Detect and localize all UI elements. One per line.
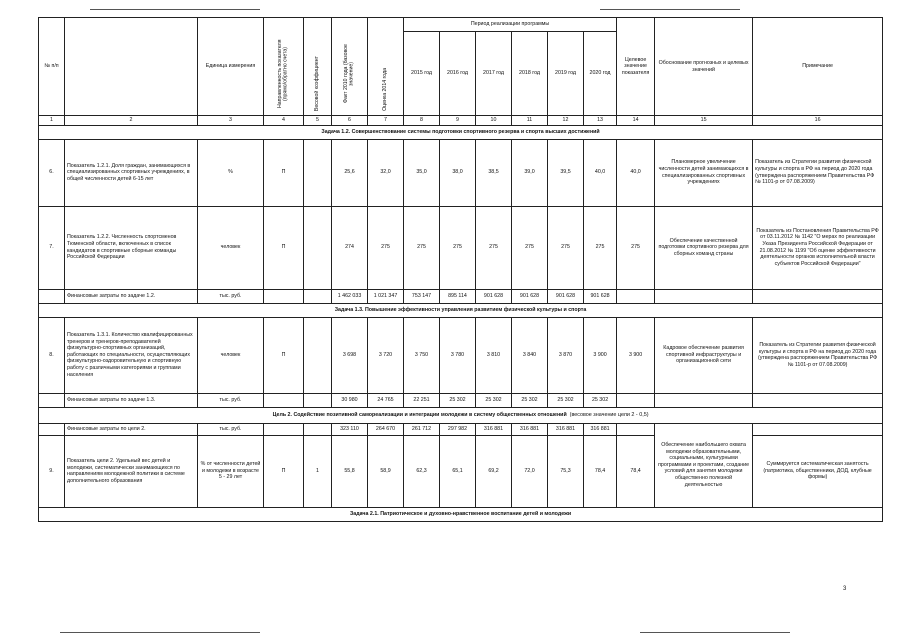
finance-value: 25 302: [512, 393, 548, 407]
value-cell: 69,2: [476, 435, 512, 507]
value-cell: 39,5: [548, 139, 584, 206]
task-row-1-3: [39, 303, 883, 317]
column-number: 8: [404, 116, 440, 126]
unit-cell: тыс. руб.: [198, 423, 264, 435]
column-number: 12: [548, 116, 584, 126]
value-cell: 38,0: [440, 139, 476, 206]
target-cell: 78,4: [617, 435, 655, 507]
direction-cell: П: [264, 139, 304, 206]
empty-cell: [753, 423, 883, 435]
column-number: 13: [584, 116, 617, 126]
scan-line: [640, 632, 790, 633]
goal-2-text: Цель 2. Содействие позитивной самореализации и интеграции молодежи в систему общественных отношений: [272, 411, 567, 418]
rationale-cell: Кадровое обеспечение развития спортивной инфраструктуры и организационной сети: [655, 317, 753, 393]
rationale-cell: Планомерное увеличение численности детей занимающихся в специализированных спортивных учреждениях: [655, 139, 753, 206]
indicator-name: Показатель 1.2.2. Численность спортсменов Тюменской области, включенных в список кандидатов в спортивные сборные команды Российской Федерации: [65, 206, 198, 289]
year-header: 2019 год: [548, 32, 584, 116]
empty-cell: [753, 393, 883, 407]
indicator-row-7: [39, 206, 883, 289]
indicator-name: Показатель 1.2.1. Доля граждан, занимающихся в специализированных спортивных учреждениях, в общей численности детей 6-15 лет: [65, 139, 198, 206]
column-number: 10: [476, 116, 512, 126]
finance-value: 22 251: [404, 393, 440, 407]
indicator-row-9: [39, 435, 883, 507]
empty-cell: [264, 393, 304, 407]
row-number: [39, 289, 65, 303]
column-number-row: [39, 116, 883, 126]
unit-cell: человек: [198, 317, 264, 393]
document-sheet: [38, 17, 882, 522]
task-row-1-2: [39, 125, 883, 139]
value-cell: 72,0: [512, 435, 548, 507]
value-cell: 78,4: [584, 435, 617, 507]
empty-cell: [264, 289, 304, 303]
row-number: 7.: [39, 206, 65, 289]
weight-cell: [304, 317, 332, 393]
col-name-header: [65, 18, 198, 116]
unit-cell: % от численности детей и молодежи в возрасте 5 - 29 лет: [198, 435, 264, 507]
finance-value: 297 982: [440, 423, 476, 435]
value-cell: 38,5: [476, 139, 512, 206]
column-number: 1: [39, 116, 65, 126]
finance-value: 1 462 033: [332, 289, 368, 303]
empty-cell: [304, 423, 332, 435]
weight-cell: [304, 139, 332, 206]
finance-row-1-2: [39, 289, 883, 303]
row-number: 9.: [39, 435, 65, 507]
direction-cell: П: [264, 435, 304, 507]
year-header: 2020 год: [584, 32, 617, 116]
finance-value: 901 628: [584, 289, 617, 303]
finance-value: 895 114: [440, 289, 476, 303]
year-header: 2017 год: [476, 32, 512, 116]
value-cell: 275: [440, 206, 476, 289]
col-fact-header: [332, 18, 368, 116]
value-cell: 275: [404, 206, 440, 289]
column-number: 14: [617, 116, 655, 126]
column-number: 7: [368, 116, 404, 126]
col-target-header: Целевое значение показателя: [617, 18, 655, 116]
finance-value: 261 712: [404, 423, 440, 435]
note-cell: Показатель из Постановления Правительства РФ от 03.11.2012 № 1142 "О мерах по реализации Указа Президента Российской Федерации от 21.08.2012 № 1199 "Об оценке эффективности деятельности органов исполнительной власти субъектов Российской Федерации": [753, 206, 883, 289]
estimate-header-text: Оценка 2014 года: [381, 68, 388, 111]
empty-cell: [304, 289, 332, 303]
finance-name: Финансовые затраты по задаче 1.3.: [65, 393, 198, 407]
value-cell: 40,0: [584, 139, 617, 206]
unit-cell: %: [198, 139, 264, 206]
fact-header-text: Факт 2010 года (базовое значение): [342, 44, 355, 104]
empty-cell: [617, 423, 655, 435]
finance-value: 1 021 347: [368, 289, 404, 303]
value-cell: 275: [512, 206, 548, 289]
rationale-cell: Обеспечение качественной подготовки спортивного резерва для сборных команд страны: [655, 206, 753, 289]
task-1-3-title: Задача 1.3. Повышение эффективности управления развитием физической культуры и спорта: [39, 303, 883, 317]
column-number: 16: [753, 116, 883, 126]
col-estimate-header: [368, 18, 404, 116]
indicator-name: Показатель цели 2. Удельный вес детей и молодежи, систематически занимающихся по направлениям молодежной политики в системе дополнительного образования: [65, 435, 198, 507]
empty-cell: [617, 289, 655, 303]
row-number: [39, 423, 65, 435]
value-cell: 3 720: [368, 317, 404, 393]
col-direction-header: [264, 18, 304, 116]
direction-cell: П: [264, 317, 304, 393]
period-header: Период реализации программы: [404, 18, 617, 32]
goal-2-row: [39, 407, 883, 423]
value-cell: 275: [584, 206, 617, 289]
scan-line: [90, 9, 260, 10]
finance-value: 24 765: [368, 393, 404, 407]
rationale-cell: Обеспечение наибольшего охвата молодежи образовательными, социальными, культурными программами и проектами, создание условий для занятия молодежи общественно полезной деятельностью: [655, 423, 753, 507]
finance-value: 901 628: [548, 289, 584, 303]
row-number: 8.: [39, 317, 65, 393]
empty-cell: [304, 393, 332, 407]
finance-name: Финансовые затраты по цели 2.: [65, 423, 198, 435]
indicator-table: [38, 17, 883, 522]
value-cell: 39,0: [512, 139, 548, 206]
value-cell: 65,1: [440, 435, 476, 507]
empty-cell: [617, 393, 655, 407]
goal-2-title: [39, 407, 883, 423]
value-cell: 3 840: [512, 317, 548, 393]
column-number: 2: [65, 116, 198, 126]
target-cell: 275: [617, 206, 655, 289]
year-header: 2016 год: [440, 32, 476, 116]
value-cell: 32,0: [368, 139, 404, 206]
value-cell: 55,8: [332, 435, 368, 507]
note-cell: Показатель из Стратегии развития физической культуры и спорта в РФ на период до 2020 года (утверждена распоряжением Правительства РФ № 1101-р от 07.08.2009): [753, 139, 883, 206]
finance-value: 316 881: [548, 423, 584, 435]
note-cell: Показатель из Стратегии развития физической культуры и спорта в РФ на период до 2020 года (утверждена распоряжением Правительства РФ № 1101-р от 07.08.2009): [753, 317, 883, 393]
empty-cell: [655, 393, 753, 407]
finance-value: 901 628: [512, 289, 548, 303]
weight-cell: 1: [304, 435, 332, 507]
value-cell: 3 780: [440, 317, 476, 393]
finance-value: 25 302: [476, 393, 512, 407]
note-cell: Суммируется систематическая занятость (патриотика, общественники, ДОД, клубные формы): [753, 435, 883, 507]
value-cell: 3 870: [548, 317, 584, 393]
row-number: [39, 393, 65, 407]
column-number: 11: [512, 116, 548, 126]
scan-line: [600, 9, 740, 10]
value-cell: 3 698: [332, 317, 368, 393]
target-cell: 40,0: [617, 139, 655, 206]
col-rationale-header: Обоснование прогнозных и целевых значений: [655, 18, 753, 116]
column-number: 4: [264, 116, 304, 126]
finance-value: 264 670: [368, 423, 404, 435]
finance-name: Финансовые затраты по задаче 1.2.: [65, 289, 198, 303]
column-number: 5: [304, 116, 332, 126]
column-number: 3: [198, 116, 264, 126]
finance-value: 25 302: [440, 393, 476, 407]
direction-cell: П: [264, 206, 304, 289]
header-row-top: [39, 18, 883, 32]
empty-cell: [753, 289, 883, 303]
row-number: 6.: [39, 139, 65, 206]
finance-row-1-3: [39, 393, 883, 407]
value-cell: 275: [368, 206, 404, 289]
finance-row-goal-2: [39, 423, 883, 435]
value-cell: 3 810: [476, 317, 512, 393]
value-cell: 25,6: [332, 139, 368, 206]
finance-value: 901 628: [476, 289, 512, 303]
task-1-2-title: Задача 1.2. Совершенствование системы подготовки спортивного резерва и спорта высших достижений: [39, 125, 883, 139]
indicator-name: Показатель 1.3.1. Количество квалифицированных тренеров и тренеров-преподавателей физкультурно-спортивных организаций, работающих по специальности, осуществляющих физкультурно-оздоровительную и спортивную работу с различными категориями и группами населения: [65, 317, 198, 393]
finance-value: 753 147: [404, 289, 440, 303]
empty-cell: [655, 289, 753, 303]
value-cell: 275: [548, 206, 584, 289]
value-cell: 3 900: [584, 317, 617, 393]
unit-cell: тыс. руб.: [198, 393, 264, 407]
indicator-row-6: [39, 139, 883, 206]
unit-cell: тыс. руб.: [198, 289, 264, 303]
value-cell: 3 750: [404, 317, 440, 393]
col-num-header: № п/п: [39, 18, 65, 116]
column-number: 6: [332, 116, 368, 126]
scan-line: [60, 632, 260, 633]
finance-value: 30 980: [332, 393, 368, 407]
goal-2-weight: (весовое значение цели 2 - 0,5): [569, 411, 649, 418]
weight-cell: [304, 206, 332, 289]
col-weight-header: [304, 18, 332, 116]
column-number: 9: [440, 116, 476, 126]
value-cell: 75,3: [548, 435, 584, 507]
unit-cell: человек: [198, 206, 264, 289]
value-cell: 58,9: [368, 435, 404, 507]
target-cell: 3 900: [617, 317, 655, 393]
finance-value: 316 881: [476, 423, 512, 435]
finance-value: 323 110: [332, 423, 368, 435]
year-header: 2018 год: [512, 32, 548, 116]
empty-cell: [264, 423, 304, 435]
finance-value: 25 302: [548, 393, 584, 407]
value-cell: 274: [332, 206, 368, 289]
year-header: 2015 год: [404, 32, 440, 116]
finance-value: 316 881: [512, 423, 548, 435]
weight-header-text: Весовой коэффициент: [313, 55, 320, 111]
value-cell: 35,0: [404, 139, 440, 206]
direction-header-text: Направленность показателя (прямо/обратно счета): [276, 39, 289, 109]
value-cell: 275: [476, 206, 512, 289]
finance-value: 316 881: [584, 423, 617, 435]
column-number: 15: [655, 116, 753, 126]
value-cell: 62,3: [404, 435, 440, 507]
finance-value: 25 302: [584, 393, 617, 407]
col-unit-header: Единица измерения: [198, 18, 264, 116]
page-number: 3: [843, 586, 847, 592]
indicator-row-8: [39, 317, 883, 393]
task-2-1-title: Задача 2.1. Патриотическое и духовно-нравственное воспитание детей и молодежи: [39, 507, 883, 521]
col-note-header: Примечание: [753, 18, 883, 116]
task-row-2-1: [39, 507, 883, 521]
